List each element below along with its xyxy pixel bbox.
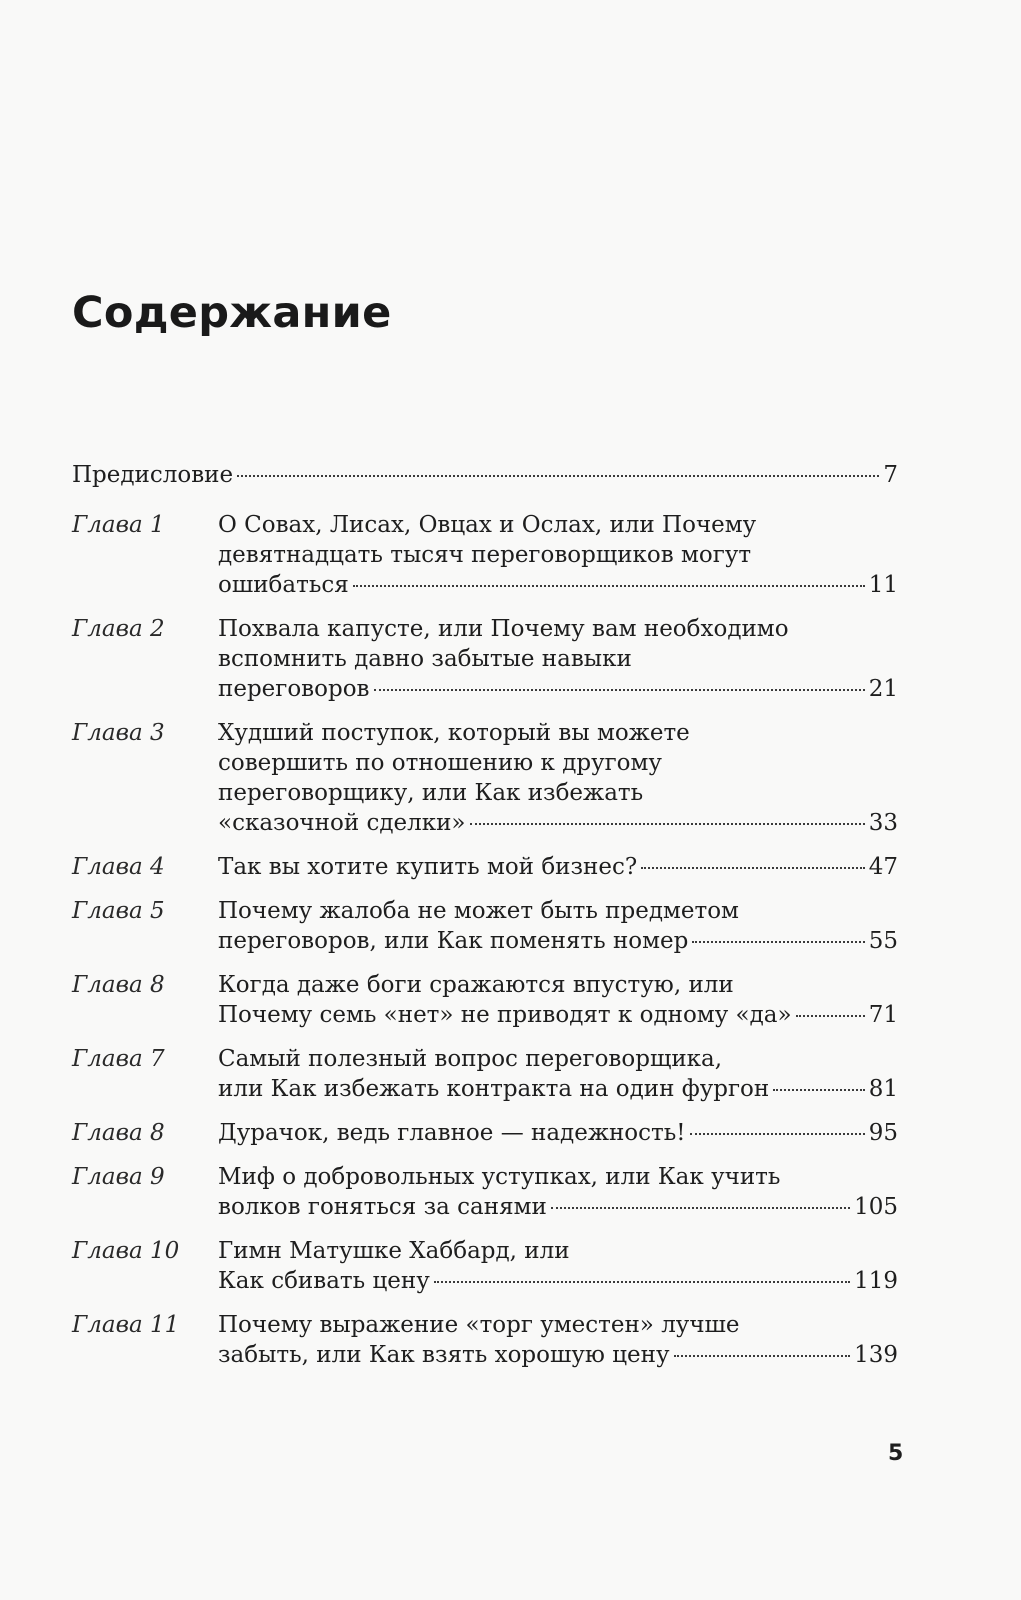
chapter-title-last-line: [218, 926, 898, 956]
dot-leader: [434, 1281, 850, 1283]
chapter-title-last-line: [218, 1074, 898, 1104]
toc-chapter-entry: [72, 1118, 898, 1148]
toc-page-number: 21: [868, 676, 898, 702]
chapter-title-line: Почему семь «нет» не приводят к одному «да»: [218, 1002, 792, 1028]
chapter-label: Глава 5: [72, 898, 165, 924]
toc-chapter-entry: [72, 1044, 898, 1104]
chapter-title: [218, 1236, 898, 1296]
toc-page-number: 81: [868, 1076, 898, 1102]
toc-entry-title: Предисловие: [72, 462, 234, 488]
chapter-title-line: Гимн Матушке Хаббард, или: [218, 1238, 570, 1264]
chapter-title-line: «сказочной сделки»: [218, 810, 466, 836]
toc-page-number: 55: [868, 928, 898, 954]
chapter-label: Глава 8: [72, 1120, 165, 1146]
chapter-title: [218, 1118, 898, 1148]
dot-leader: [374, 689, 865, 691]
chapter-label: Глава 9: [72, 1164, 165, 1190]
chapter-title-line: Так вы хотите купить мой бизнес?: [218, 854, 638, 880]
chapter-title-line: переговорщику, или Как избежать: [218, 780, 644, 806]
chapter-title: [218, 852, 898, 882]
chapter-title-last-line: [218, 674, 898, 704]
toc-page-number: 71: [868, 1002, 898, 1028]
chapter-title: [218, 1310, 898, 1370]
toc-page-number: 105: [854, 1194, 898, 1220]
chapter-title-line: Дурачок, ведь главное — надежность!: [218, 1120, 686, 1146]
toc-chapter-entry: [72, 970, 898, 1030]
dot-leader: [773, 1089, 865, 1091]
chapter-label: Глава 10: [72, 1238, 180, 1264]
chapter-title-line: Почему выражение «торг уместен» лучше: [218, 1312, 740, 1338]
chapter-title-line: Почему жалоба не может быть предметом: [218, 898, 739, 924]
chapter-label: Глава 11: [72, 1312, 180, 1338]
chapter-title-last-line: [218, 1340, 898, 1370]
chapter-title-line: вспомнить давно забытые навыки: [218, 646, 632, 672]
table-of-contents: [72, 460, 898, 1384]
toc-chapter-entry: [72, 1236, 898, 1296]
toc-page-number: 11: [868, 572, 898, 598]
chapter-title-line: Миф о добровольных уступках, или Как учить: [218, 1164, 781, 1190]
toc-chapter-entry: [72, 1310, 898, 1370]
chapter-title-line: О Совах, Лисах, Овцах и Ослах, или Почему: [218, 512, 757, 538]
dot-leader: [674, 1355, 851, 1357]
toc-chapter-entry: [72, 852, 898, 882]
chapter-title-line: ошибаться: [218, 572, 349, 598]
toc-page-number: 139: [854, 1342, 898, 1368]
chapter-title-line: Когда даже боги сражаются впустую, или: [218, 972, 734, 998]
chapter-title-last-line: [218, 1000, 898, 1030]
chapter-title-line: забыть, или Как взять хорошую цену: [218, 1342, 670, 1368]
chapter-label: Глава 1: [72, 512, 165, 538]
chapter-title: [218, 1162, 898, 1222]
toc-preface-entry: [72, 460, 898, 490]
toc-page-number: 7: [883, 462, 898, 488]
dot-leader: [551, 1207, 850, 1209]
chapter-title-last-line: [218, 1118, 898, 1148]
chapter-title-last-line: [218, 570, 898, 600]
dot-leader: [470, 823, 865, 825]
dot-leader: [353, 585, 865, 587]
chapter-title-last-line: [218, 1192, 898, 1222]
chapter-label: Глава 4: [72, 854, 165, 880]
dot-leader: [237, 475, 879, 477]
chapter-label: Глава 2: [72, 616, 165, 642]
chapter-title: [218, 718, 898, 838]
chapter-label: Глава 3: [72, 720, 165, 746]
chapter-title: [218, 510, 898, 600]
chapter-title-line: переговоров, или Как поменять номер: [218, 928, 689, 954]
page-title: Содержание: [72, 288, 392, 338]
chapter-title-last-line: [218, 1266, 898, 1296]
toc-page-number: 119: [854, 1268, 898, 1294]
dot-leader: [796, 1015, 865, 1017]
toc-chapter-entry: [72, 1162, 898, 1222]
chapter-title: [218, 896, 898, 956]
chapter-title-last-line: [218, 808, 898, 838]
chapter-title-line: переговоров: [218, 676, 370, 702]
chapter-title-line: Худший поступок, который вы можете: [218, 720, 690, 746]
chapter-title: [218, 1044, 898, 1104]
chapter-title-line: девятнадцать тысяч переговорщиков могут: [218, 542, 752, 568]
toc-page-number: 95: [868, 1120, 898, 1146]
toc-entries: [72, 510, 898, 1370]
dot-leader: [692, 941, 864, 943]
chapter-label: Глава 7: [72, 1046, 165, 1072]
page-number: 5: [888, 1441, 904, 1466]
toc-chapter-entry: [72, 896, 898, 956]
chapter-title-last-line: [218, 852, 898, 882]
chapter-title-line: Как сбивать цену: [218, 1268, 430, 1294]
toc-page-number: 47: [868, 854, 898, 880]
toc-chapter-entry: [72, 510, 898, 600]
toc-page-number: 33: [868, 810, 898, 836]
chapter-title-line: совершить по отношению к другому: [218, 750, 662, 776]
toc-chapter-entry: [72, 614, 898, 704]
chapter-title: [218, 614, 898, 704]
toc-chapter-entry: [72, 718, 898, 838]
chapter-title-line: Похвала капусте, или Почему вам необходимо: [218, 616, 789, 642]
chapter-label: Глава 8: [72, 972, 165, 998]
chapter-title-line: или Как избежать контракта на один фургон: [218, 1076, 770, 1102]
chapter-title: [218, 970, 898, 1030]
chapter-title-line: волков гоняться за санями: [218, 1194, 547, 1220]
chapter-title-line: Самый полезный вопрос переговорщика,: [218, 1046, 723, 1072]
dot-leader: [690, 1133, 865, 1135]
dot-leader: [641, 867, 865, 869]
